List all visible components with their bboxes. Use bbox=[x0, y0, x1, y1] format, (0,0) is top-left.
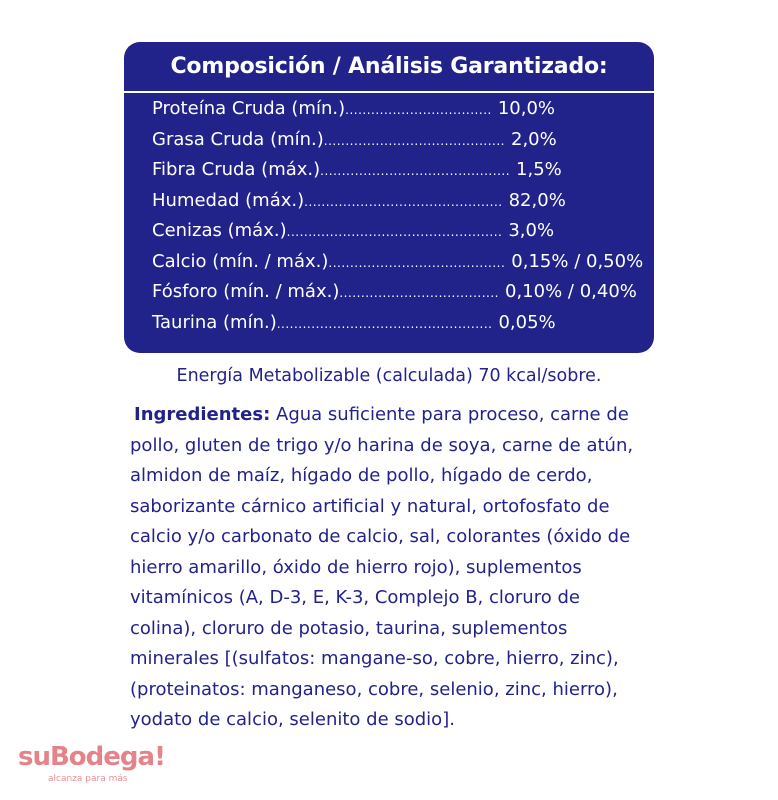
ingredients-label: Ingredientes: bbox=[134, 404, 271, 425]
row-label: Grasa Cruda (mín.) bbox=[152, 128, 324, 150]
row-value: 82,0% bbox=[508, 189, 566, 211]
composition-row bbox=[152, 220, 652, 251]
energy-statement: Energía Metabolizable (calculada) 70 kcal/sobre. bbox=[176, 366, 602, 386]
composition-row bbox=[152, 129, 652, 160]
row-leader-dots: .............................................. bbox=[304, 194, 503, 209]
row-value: 3,0% bbox=[508, 220, 555, 241]
row-leader-dots: ..................................... bbox=[339, 286, 499, 300]
row-label: Fibra Cruda (máx.) bbox=[152, 159, 321, 180]
row-label: Cenizas (máx.) bbox=[152, 220, 287, 241]
row-value: 0,10% / 0,40% bbox=[505, 281, 637, 302]
composition-row bbox=[152, 312, 652, 343]
row-label: Taurina (mín.) bbox=[152, 311, 277, 333]
ingredients-text: Agua suficiente para proceso, carne de pollo, gluten de trigo y/o harina de soya, carne de atún, almidon de maíz, hígado de pollo, hígado de cerdo, saborizante cárnico artificial y natural, ortofosfato de calcio y/o carbonato de calcio, sal, colorantes (óxido de hierro amarillo, óxido de hierro rojo), suplementos vitamínicos (A, D-3, E, K-3, Complejo B, cloruro de colina), cloruro de potasio, taurina, suplementos minerales [(sulfatos: mangane-so, cobre, hierro, zinc), (proteinatos: manganeso, cobre, selenio, zinc, hierro), yodato de calcio, selenito de sodio]. bbox=[130, 404, 634, 730]
row-value: 1,5% bbox=[516, 159, 562, 180]
subodega-watermark-logo bbox=[18, 742, 178, 792]
composition-rows bbox=[152, 98, 652, 342]
row-leader-dots: ......................................... bbox=[328, 255, 506, 270]
row-label: Humedad (máx.) bbox=[152, 189, 305, 211]
row-label: Proteína Cruda (mín.) bbox=[152, 98, 346, 119]
row-value: 0,05% bbox=[498, 311, 556, 333]
row-value: 10,0% bbox=[497, 98, 556, 119]
row-value: 0,15% / 0,50% bbox=[511, 250, 644, 272]
row-value: 2,0% bbox=[511, 128, 557, 150]
row-leader-dots: .................................................. bbox=[286, 225, 503, 239]
row-leader-dots: ............................................ bbox=[320, 164, 511, 178]
row-leader-dots: .................................. bbox=[345, 103, 492, 117]
row-leader-dots: .................................................. bbox=[276, 316, 493, 331]
composition-row bbox=[152, 190, 652, 221]
ingredients-paragraph bbox=[130, 400, 650, 736]
row-leader-dots: .......................................... bbox=[323, 133, 505, 148]
watermark-brand: suBodega! bbox=[18, 742, 165, 772]
row-label: Fósforo (mín. / máx.) bbox=[152, 281, 340, 302]
composition-panel bbox=[124, 42, 654, 353]
composition-row bbox=[152, 281, 652, 312]
watermark-tagline: alcanza para más bbox=[48, 774, 128, 784]
composition-row bbox=[152, 251, 652, 282]
title-divider bbox=[124, 91, 654, 93]
panel-title: Composición / Análisis Garantizado: bbox=[170, 54, 608, 79]
composition-row bbox=[152, 159, 652, 190]
composition-row bbox=[152, 98, 652, 129]
row-label: Calcio (mín. / máx.) bbox=[152, 250, 329, 272]
